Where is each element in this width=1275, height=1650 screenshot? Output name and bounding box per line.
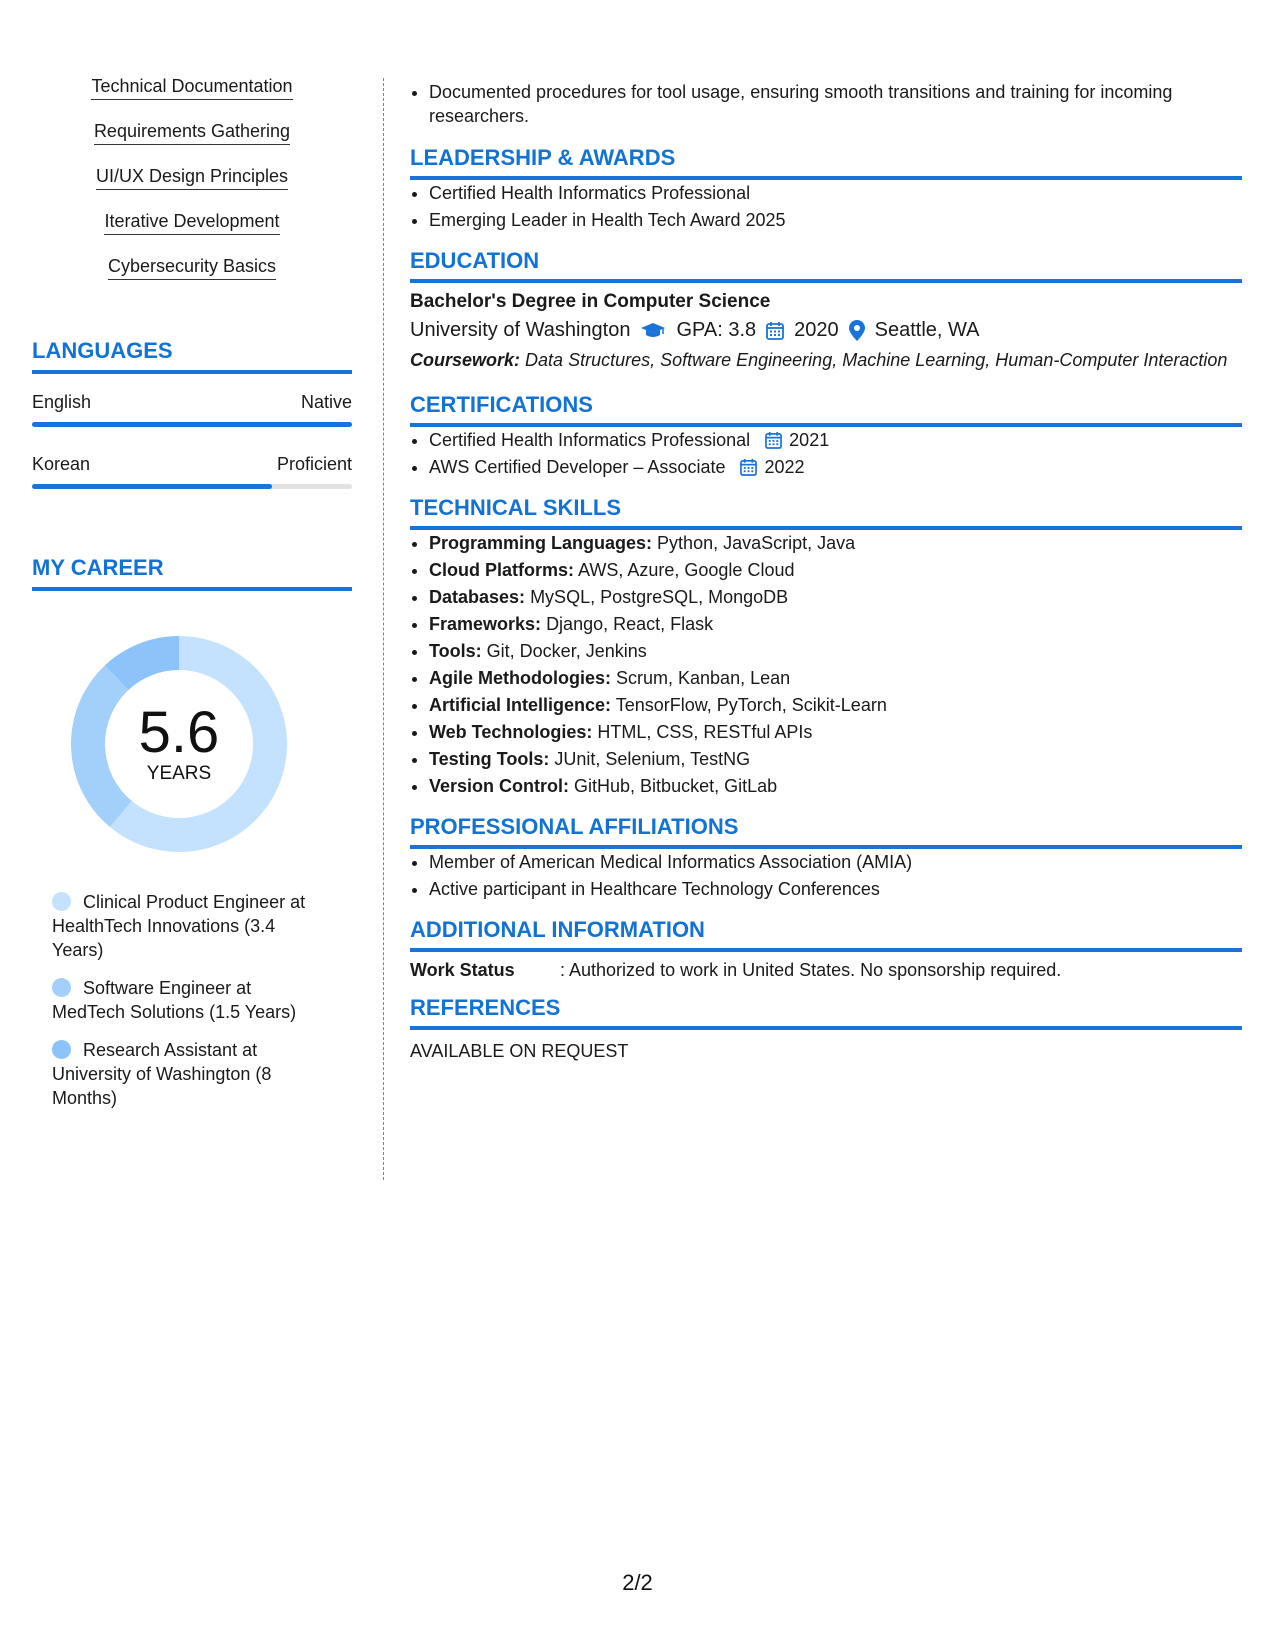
skill-row: • Programming Languages: Python, JavaScript, Java (429, 530, 1242, 557)
calendar-icon (766, 321, 784, 340)
career-unit: YEARS (146, 763, 212, 784)
work-status-value: : Authorized to work in United States. No sponsorship required. (560, 960, 1062, 980)
school-name: University of Washington (410, 319, 631, 341)
graduation-year: 2020 (794, 319, 839, 341)
language-name: Korean (32, 454, 91, 474)
calendar-icon (740, 458, 757, 476)
languages-heading: LANGUAGES (32, 338, 352, 374)
leadership-list (410, 180, 1242, 234)
certification-item: • AWS Certified Developer – Associate 2022 (429, 454, 1242, 481)
gpa-text: GPA: 3.8 (676, 319, 757, 341)
technical-skills-list (410, 530, 1242, 800)
affiliations-list (410, 849, 1242, 903)
skill-row: • Testing Tools: JUnit, Selenium, TestNG (429, 746, 1242, 773)
skill-item: Requirements Gathering (32, 121, 352, 166)
language-name: English (32, 392, 92, 412)
certifications-section (410, 392, 1242, 481)
technical-skills-section (410, 495, 1242, 800)
references-section (410, 995, 1242, 1062)
list-item: • Member of American Medical Informatics Association (AMIA) (429, 849, 1242, 876)
page-number: 2/2 (622, 1570, 653, 1595)
section-heading: EDUCATION (410, 248, 1242, 283)
certifications-list (410, 427, 1242, 481)
skill-row: • Databases: MySQL, PostgreSQL, MongoDB (429, 584, 1242, 611)
proficiency-bar (32, 422, 352, 427)
section-heading: CERTIFICATIONS (410, 392, 1242, 427)
list-item: • Active participant in Healthcare Technology Conferences (429, 876, 1242, 903)
legend-dot-icon (52, 978, 71, 997)
references-text: AVAILABLE ON REQUEST (410, 1041, 629, 1061)
degree-title: Bachelor's Degree in Computer Science (410, 291, 771, 312)
language-korean (32, 454, 352, 489)
language-english (32, 392, 352, 427)
left-column (32, 76, 352, 1124)
career-legend-item: Research Assistant at University of Washington (8 Months) (52, 1040, 272, 1108)
skill-item: UI/UX Design Principles (32, 166, 352, 211)
skill-row: • Agile Methodologies: Scrum, Kanban, Lean (429, 665, 1242, 692)
leadership-section (410, 145, 1242, 234)
career-legend (32, 890, 327, 1110)
skill-row: • Artificial Intelligence: TensorFlow, PyTorch, Scikit-Learn (429, 692, 1242, 719)
coursework: Coursework: Data Structures, Software Engineering, Machine Learning, Human-Computer Interaction (410, 350, 1228, 370)
career-total-years: 5.6 (138, 700, 220, 765)
proficiency-fill (32, 422, 352, 427)
skill-row: • Cloud Platforms: AWS, Azure, Google Cloud (429, 557, 1242, 584)
column-divider (383, 78, 384, 1180)
section-heading: LEADERSHIP & AWARDS (410, 145, 1242, 180)
skills-list (32, 76, 352, 301)
career-donut-chart (64, 629, 294, 859)
work-status-label: Work Status (410, 960, 515, 980)
skill-item: Iterative Development (32, 211, 352, 256)
additional-info-section (410, 917, 1242, 981)
education-section (410, 248, 1242, 372)
location-text: Seattle, WA (874, 319, 980, 341)
career-heading: MY CAREER (32, 555, 352, 591)
career-legend-item: Software Engineer at MedTech Solutions (1.5 Years) (52, 978, 297, 1022)
list-item: • Certified Health Informatics Professional (429, 180, 1242, 207)
affiliations-section (410, 814, 1242, 903)
section-heading: TECHNICAL SKILLS (410, 495, 1242, 530)
section-heading: PROFESSIONAL AFFILIATIONS (410, 814, 1242, 849)
language-level: Proficient (276, 454, 352, 474)
location-pin-icon (849, 320, 865, 341)
education-meta (410, 319, 1242, 342)
skill-row: • Tools: Git, Docker, Jenkins (429, 638, 1242, 665)
skill-item: Cybersecurity Basics (32, 256, 352, 301)
list-item: • Emerging Leader in Health Tech Award 2025 (429, 207, 1242, 234)
calendar-icon (765, 431, 782, 449)
graduation-cap-icon (640, 322, 666, 340)
right-column (410, 80, 1242, 1062)
section-heading: ADDITIONAL INFORMATION (410, 917, 1242, 952)
skill-row: • Version Control: GitHub, Bitbucket, GitLab (429, 773, 1242, 800)
language-level: Native (300, 392, 352, 412)
proficiency-fill (32, 484, 272, 489)
proficiency-bar (32, 484, 352, 489)
legend-dot-icon (52, 1040, 71, 1059)
experience-bullet: • Documented procedures for tool usage, ensuring smooth transitions and training for incoming researchers. (429, 80, 1242, 128)
section-heading: REFERENCES (410, 995, 1242, 1030)
skill-row: • Web Technologies: HTML, CSS, RESTful APIs (429, 719, 1242, 746)
work-status-row (410, 960, 1242, 981)
certification-item: • Certified Health Informatics Professional 2021 (429, 427, 1242, 454)
legend-dot-icon (52, 892, 71, 911)
career-legend-item: Clinical Product Engineer at HealthTech Innovations (3.4 Years) (52, 892, 306, 960)
skill-item: Technical Documentation (32, 76, 352, 121)
skill-row: • Frameworks: Django, React, Flask (429, 611, 1242, 638)
experience-bullets (410, 80, 1242, 128)
